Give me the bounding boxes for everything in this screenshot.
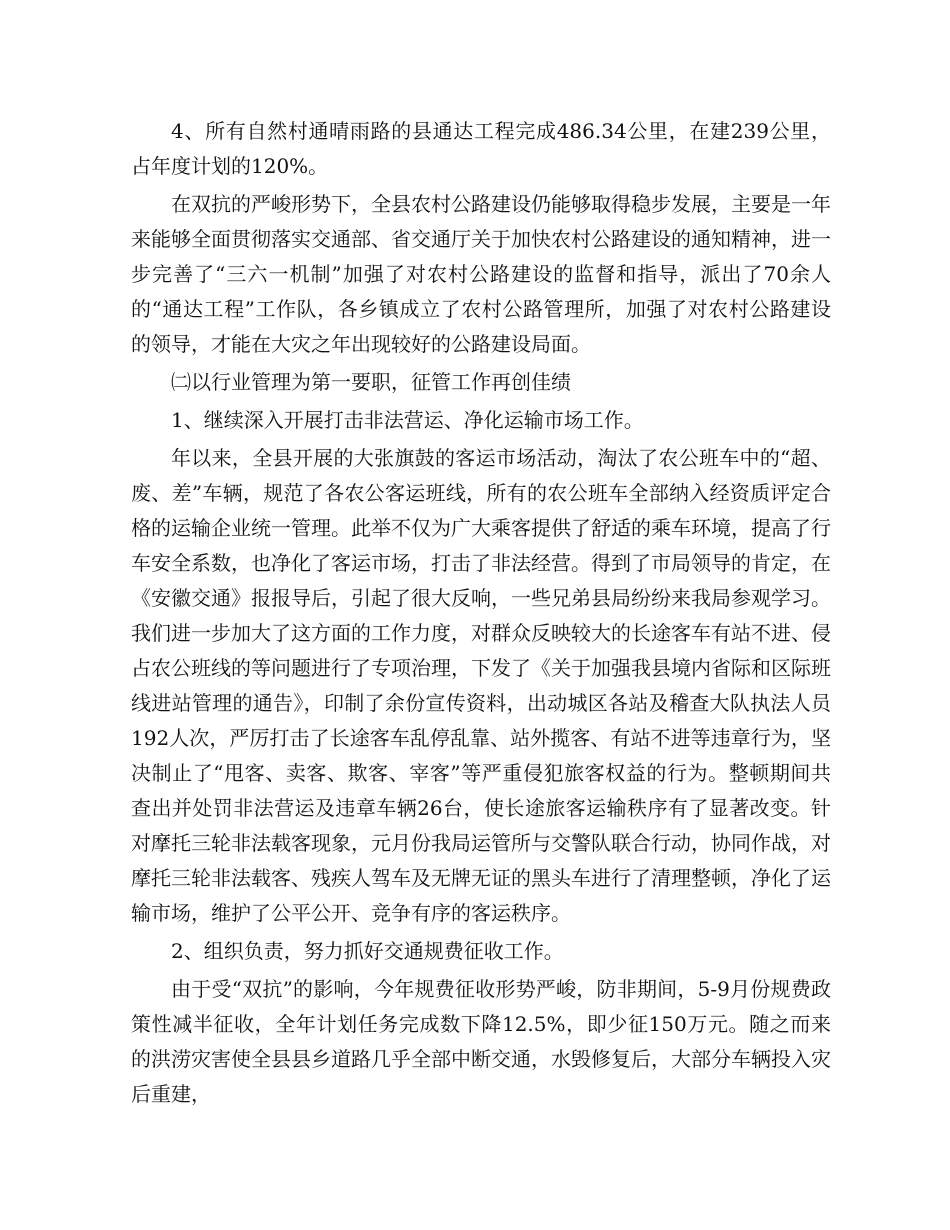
paragraph-market-rectification: 年以来，全县开展的大张旗鼓的客运市场活动，淘汰了农公班车中的“超、废、差”车辆，规范了各农公客运班线，所有的农公班车全部纳入经资质评定合格的运输企业统一管理。此举不仅为广大乘客提供了舒适的乘车环境，提高了行车安全系数，也净化了客运市场，打击了非法经营。得到了市局领导的肯定，在《安徽交通》报报导后，引起了很大反响，一些兄弟县局纷纷来我局参观学习。我们进一步加大了这方面的工作力度，对群众反映较大的长途客车有站不进、侵占农公班线的等问题进行了专项治理，下发了《关于加强我县境内省际和区际班线进站管理的通告》，印制了余份宣传资料，出动城区各站及稽查大队执法人员192人次，严厉打击了长途客车乱停乱靠、站外揽客、有站不进等违章行为，坚决制止了“甩客、卖客、欺客、宰客”等严重侵犯旅客权益的行为。整顿期间共查出并处罚非法营运及违章车辆26台，使长途旅客运输秩序有了显著改变。针对摩托三轮非法载客现象，元月份我局运管所与交警队联合行动，协同作战，对摩托三轮非法载客、残疾人驾车及无牌无证的黑头车进行了清理整顿，净化了运输市场，维护了公平公开、竞争有序的客运秩序。 xyxy=(131,446,831,925)
document-body xyxy=(131,114,831,1115)
paragraph-rural-road-summary: 在双抗的严峻形势下，全县农村公路建设仍能够取得稳步发展，主要是一年来能够全面贯彻落实交通部、省交通厅关于加快农村公路建设的通知精神，进一步完善了“三六一机制”加强了对农村公路建设的监督和指导，派出了70余人的“通达工程”工作队，各乡镇成立了农村公路管理所，加强了对农村公路建设的领导，才能在大灾之年出现较好的公路建设局面。 xyxy=(131,192,831,356)
paragraph-road-completion: 4、所有自然村通晴雨路的县通达工程完成486.34公里，在建239公里，占年度计划的120%。 xyxy=(131,119,831,178)
subheading-market-rectification: 1、继续深入开展打击非法营运、净化运输市场工作。 xyxy=(171,408,644,432)
paragraph-fee-collection: 由于受“双抗”的影响，今年规费征收形势严峻，防非期间，5-9月份规费政策性减半征收，全年计划任务完成数下降12.5%，即少征150万元。随之而来的洪涝灾害使全县县乡道路几乎全部中断交通，水毁修复后，大部分车辆投入灾后重建， xyxy=(131,977,831,1106)
section-heading-industry-management: ㈡以行业管理为第一要职，征管工作再创佳绩 xyxy=(171,370,571,394)
subheading-fee-collection: 2、组织负责，努力抓好交通规费征收工作。 xyxy=(171,939,564,963)
